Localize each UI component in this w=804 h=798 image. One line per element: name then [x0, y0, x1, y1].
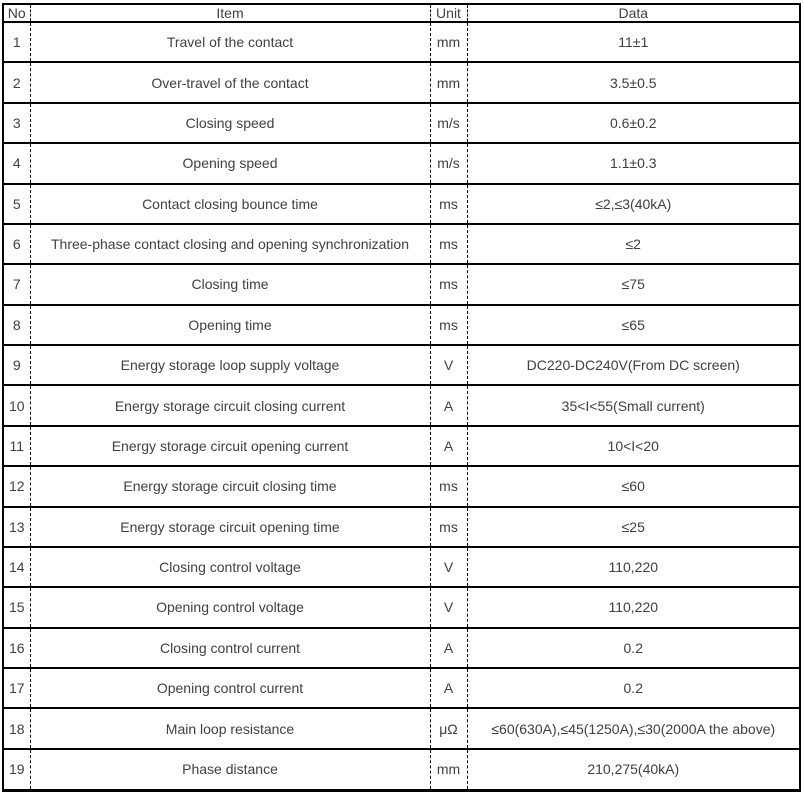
cell-item: Opening control voltage	[30, 587, 430, 627]
cell-item: Energy storage loop supply voltage	[30, 345, 430, 385]
cell-unit: ms	[430, 224, 467, 264]
cell-item: Closing speed	[30, 103, 430, 143]
cell-data: ≤75	[467, 264, 800, 304]
cell-no: 11	[3, 426, 30, 466]
cell-data: 3.5±0.5	[467, 62, 800, 102]
cell-no: 9	[3, 345, 30, 385]
table-row	[3, 708, 800, 748]
cell-item: Energy storage circuit closing current	[30, 385, 430, 425]
cell-unit: m/s	[430, 103, 467, 143]
cell-data: ≤65	[467, 305, 800, 345]
cell-data: 110,220	[467, 587, 800, 627]
cell-no: 10	[3, 385, 30, 425]
cell-data: 11±1	[467, 22, 800, 62]
cell-unit: μΩ	[430, 708, 467, 748]
cell-unit: ms	[430, 507, 467, 547]
cell-data: 0.6±0.2	[467, 103, 800, 143]
cell-no: 8	[3, 305, 30, 345]
cell-item: Energy storage circuit opening current	[30, 426, 430, 466]
cell-data: 0.2	[467, 668, 800, 708]
table-row	[3, 749, 800, 791]
cell-data: 35<I<55(Small current)	[467, 385, 800, 425]
cell-item: Energy storage circuit opening time	[30, 507, 430, 547]
header-row	[3, 4, 800, 22]
table-row	[3, 103, 800, 143]
cell-no: 1	[3, 22, 30, 62]
cell-no: 16	[3, 628, 30, 668]
cell-data: 110,220	[467, 547, 800, 587]
cell-unit: A	[430, 668, 467, 708]
table-row	[3, 345, 800, 385]
table-row	[3, 668, 800, 708]
cell-data: 210,275(40kA)	[467, 749, 800, 791]
table-row	[3, 466, 800, 506]
cell-unit: V	[430, 547, 467, 587]
cell-data: ≤25	[467, 507, 800, 547]
cell-unit: V	[430, 345, 467, 385]
table-row	[3, 385, 800, 425]
cell-no: 14	[3, 547, 30, 587]
table-row	[3, 264, 800, 304]
cell-data: 1.1±0.3	[467, 143, 800, 183]
table-row	[3, 305, 800, 345]
col-header-item: Item	[30, 4, 430, 22]
cell-no: 12	[3, 466, 30, 506]
cell-item: Energy storage circuit closing time	[30, 466, 430, 506]
cell-no: 13	[3, 507, 30, 547]
cell-item: Contact closing bounce time	[30, 184, 430, 224]
cell-item: Closing control current	[30, 628, 430, 668]
cell-no: 18	[3, 708, 30, 748]
cell-no: 4	[3, 143, 30, 183]
cell-unit: ms	[430, 466, 467, 506]
cell-data: ≤60	[467, 466, 800, 506]
cell-no: 5	[3, 184, 30, 224]
cell-item: Closing control voltage	[30, 547, 430, 587]
table-row	[3, 184, 800, 224]
cell-unit: A	[430, 426, 467, 466]
page	[0, 3, 804, 798]
cell-item: Closing time	[30, 264, 430, 304]
cell-unit: V	[430, 587, 467, 627]
cell-unit: mm	[430, 62, 467, 102]
cell-item: Phase distance	[30, 749, 430, 791]
cell-no: 6	[3, 224, 30, 264]
table-row	[3, 587, 800, 627]
cell-data: ≤2	[467, 224, 800, 264]
cell-item: Travel of the contact	[30, 22, 430, 62]
cell-unit: ms	[430, 264, 467, 304]
spec-table	[2, 3, 801, 792]
cell-no: 3	[3, 103, 30, 143]
cell-no: 15	[3, 587, 30, 627]
col-header-unit: Unit	[430, 4, 467, 22]
col-header-no: No	[7, 5, 26, 21]
cell-item: Over-travel of the contact	[30, 62, 430, 102]
cell-no: 7	[3, 264, 30, 304]
cell-no: 19	[3, 749, 30, 791]
table-row	[3, 22, 800, 62]
cell-unit: m/s	[430, 143, 467, 183]
cell-data: ≤60(630A),≤45(1250A),≤30(2000A the above)	[467, 708, 800, 748]
cell-unit: ms	[430, 184, 467, 224]
col-header-data: Data	[467, 4, 800, 22]
table-row	[3, 547, 800, 587]
cell-data: 10<I<20	[467, 426, 800, 466]
table-row	[3, 426, 800, 466]
cell-unit: A	[430, 385, 467, 425]
cell-unit: A	[430, 628, 467, 668]
cell-no: 17	[3, 668, 30, 708]
cell-no: 2	[3, 62, 30, 102]
cell-unit: mm	[430, 22, 467, 62]
cell-item: Opening control current	[30, 668, 430, 708]
cell-item: Opening speed	[30, 143, 430, 183]
cell-data: DC220-DC240V(From DC screen)	[467, 345, 800, 385]
cell-item: Opening time	[30, 305, 430, 345]
cell-data: 0.2	[467, 628, 800, 668]
cell-unit: mm	[430, 749, 467, 791]
table-row	[3, 224, 800, 264]
table-row	[3, 62, 800, 102]
table-row	[3, 628, 800, 668]
cell-unit: ms	[430, 305, 467, 345]
table-body	[3, 22, 800, 791]
cell-item: Main loop resistance	[30, 708, 430, 748]
table-row	[3, 143, 800, 183]
table-row	[3, 507, 800, 547]
cell-data: ≤2,≤3(40kA)	[467, 184, 800, 224]
cell-item: Three-phase contact closing and opening synchronization	[30, 224, 430, 264]
